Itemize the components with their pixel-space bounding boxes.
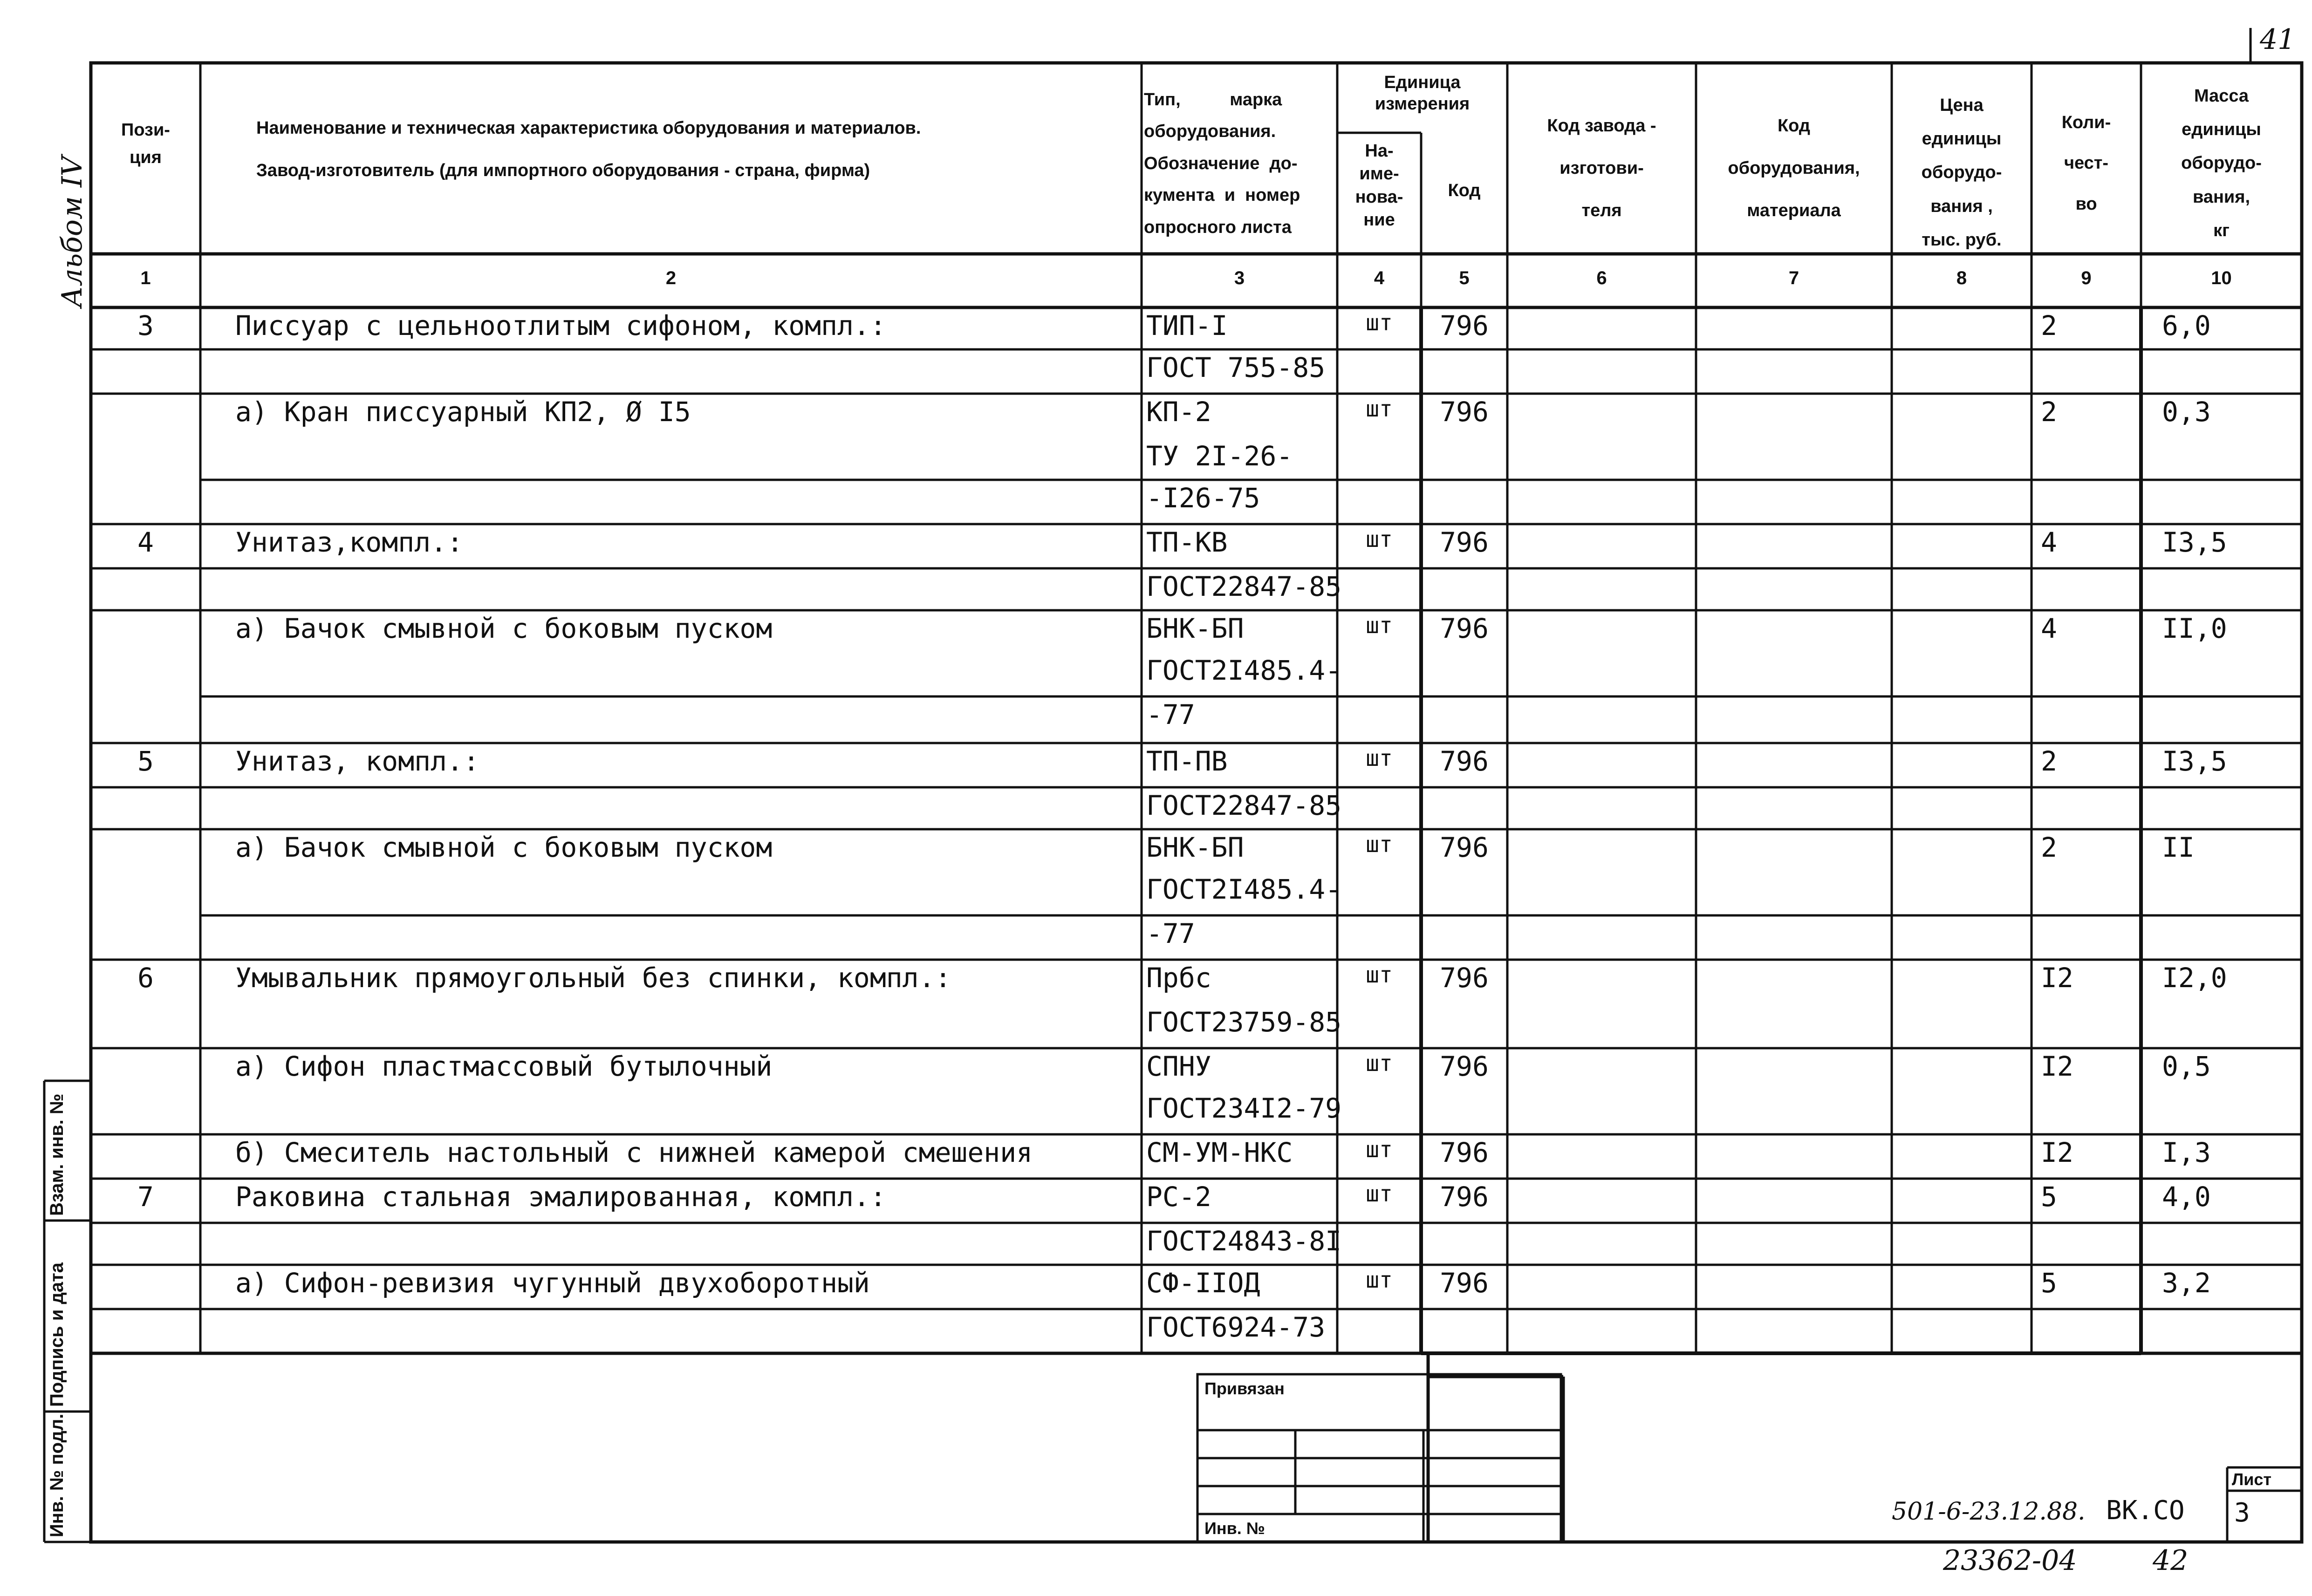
colnum-6: 6 bbox=[1596, 268, 1607, 288]
cell-position: 6 bbox=[137, 962, 154, 994]
cell-quantity: I2 bbox=[2041, 1050, 2073, 1082]
cell-mass: I,3 bbox=[2162, 1137, 2211, 1168]
cell-quantity: 4 bbox=[2041, 613, 2057, 644]
cell-mass: I3,5 bbox=[2162, 745, 2227, 777]
cell-position: 7 bbox=[137, 1181, 154, 1213]
cell-name: Унитаз,компл.: bbox=[235, 526, 463, 558]
cell-type: ГОСТ234I2-79 bbox=[1146, 1092, 1342, 1124]
cell-unit: шт bbox=[1366, 962, 1393, 988]
cell-quantity: 2 bbox=[2041, 745, 2057, 777]
side-label-signature-date: Подпись и дата bbox=[47, 1262, 67, 1407]
colnum-2: 2 bbox=[665, 268, 677, 288]
cell-mass: 0,3 bbox=[2162, 396, 2211, 428]
cell-unit: шт bbox=[1366, 1267, 1393, 1293]
colnum-5: 5 bbox=[1459, 268, 1470, 288]
cell-position: 3 bbox=[137, 310, 154, 341]
cell-quantity: 5 bbox=[2041, 1267, 2057, 1299]
cell-type: ГОСТ22847-85 bbox=[1146, 571, 1342, 602]
document-mark: ВК.СО bbox=[2106, 1495, 2185, 1526]
cell-mass: 0,5 bbox=[2162, 1050, 2211, 1082]
cell-unit: шт bbox=[1366, 745, 1393, 771]
cell-unit: шт bbox=[1366, 310, 1393, 336]
cell-name: а) Бачок смывной с боковым пуском bbox=[235, 613, 773, 644]
cell-code: 796 bbox=[1440, 1267, 1489, 1299]
side-label-replace-inv: Взам. инв. № bbox=[47, 1093, 67, 1216]
cell-type: ГОСТ24843-8I bbox=[1146, 1225, 1342, 1257]
cell-type: ГОСТ22847-85 bbox=[1146, 790, 1342, 821]
header-col1: Пози- ция bbox=[121, 120, 170, 167]
cell-type: БНК-БП bbox=[1146, 832, 1244, 863]
header-col4: На- име- нова- ние bbox=[1355, 141, 1403, 230]
document-code: 501-6-23.12.88. bbox=[1892, 1498, 2086, 1526]
cell-type: ТУ 2I-26- bbox=[1146, 440, 1293, 472]
cell-mass: I3,5 bbox=[2162, 526, 2227, 558]
side-label-original-inv: Инв. № подл. bbox=[47, 1413, 67, 1537]
cell-type: ГОСТ2I485.4- bbox=[1146, 655, 1342, 686]
cell-quantity: I2 bbox=[2041, 962, 2073, 994]
cell-mass: 4,0 bbox=[2162, 1181, 2211, 1213]
archive-page: 42 bbox=[2153, 1544, 2189, 1577]
cell-name: а) Сифон пластмассовый бутылочный bbox=[235, 1050, 773, 1082]
archive-number: 23362-04 bbox=[1943, 1544, 2077, 1577]
colnum-4: 4 bbox=[1374, 268, 1385, 288]
cell-code: 796 bbox=[1440, 310, 1489, 341]
cell-code: 796 bbox=[1440, 613, 1489, 644]
cell-code: 796 bbox=[1440, 526, 1489, 558]
cell-name: а) Бачок смывной с боковым пуском bbox=[235, 832, 773, 863]
cell-code: 796 bbox=[1440, 396, 1489, 428]
cell-code: 796 bbox=[1440, 1137, 1489, 1168]
header-col7: Код оборудования, материала bbox=[1728, 116, 1860, 221]
cell-code: 796 bbox=[1440, 832, 1489, 863]
header-col9: Коли- чест- во bbox=[2061, 113, 2111, 214]
cell-type: ТИП-I bbox=[1146, 310, 1228, 341]
cell-mass: 3,2 bbox=[2162, 1267, 2211, 1299]
cell-quantity: 2 bbox=[2041, 396, 2057, 428]
cell-name: Умывальник прямоугольный без спинки, компл.: bbox=[235, 962, 951, 994]
colnum-1: 1 bbox=[140, 268, 151, 288]
header-col10: Масса единицы оборудо- вания, кг bbox=[2181, 86, 2262, 240]
cell-mass: II bbox=[2162, 832, 2195, 863]
colnum-9: 9 bbox=[2081, 268, 2092, 288]
cell-quantity: I2 bbox=[2041, 1137, 2073, 1168]
header-col8: Цена единицы оборудо- вания , тыс. руб. bbox=[1921, 95, 2002, 250]
cell-type: СМ-УМ-НКС bbox=[1146, 1137, 1293, 1168]
colnum-10: 10 bbox=[2211, 268, 2232, 288]
stamp-inv-no: Инв. № bbox=[1204, 1519, 1265, 1538]
cell-type: ГОСТ2I485.4- bbox=[1146, 873, 1342, 905]
header-col2: Наименование и техническая характеристика оборудования и материалов. Завод-изготовитель (для импортного оборудования - страна, фирма) bbox=[256, 118, 921, 181]
sheet-number: 3 bbox=[2234, 1498, 2250, 1528]
cell-unit: шт bbox=[1366, 613, 1393, 639]
header-unit-group: Единица измерения bbox=[1375, 73, 1470, 114]
cell-code: 796 bbox=[1440, 962, 1489, 994]
cell-type: БНК-БП bbox=[1146, 613, 1244, 644]
header-col6: Код завода - изготови- теля bbox=[1547, 116, 1656, 221]
cell-name: Раковина стальная эмалированная, компл.: bbox=[235, 1181, 886, 1213]
cell-type: Прбс bbox=[1146, 962, 1211, 994]
cell-type: ГОСТ 755-85 bbox=[1146, 352, 1326, 383]
stamp-privyazan: Привязан bbox=[1204, 1379, 1285, 1398]
cell-mass: II,0 bbox=[2162, 613, 2227, 644]
cell-unit: шт bbox=[1366, 1050, 1393, 1077]
cell-name: б) Смеситель настольный с нижней камерой смешения bbox=[235, 1137, 1033, 1168]
header-col5: Код bbox=[1448, 181, 1481, 200]
sheet-label: Лист bbox=[2232, 1470, 2272, 1489]
cell-code: 796 bbox=[1440, 1050, 1489, 1082]
cell-code: 796 bbox=[1440, 745, 1489, 777]
colnum-8: 8 bbox=[1956, 268, 1967, 288]
cell-name: Унитаз, компл.: bbox=[235, 745, 479, 777]
cell-name: а) Кран писсуарный КП2, Ø I5 bbox=[235, 396, 691, 428]
header-col3: Тип, марка оборудования. Обозначение до- кумента и номер опросного листа bbox=[1144, 90, 1300, 237]
colnum-7: 7 bbox=[1788, 268, 1799, 288]
cell-type: КП-2 bbox=[1146, 396, 1211, 428]
cell-unit: шт bbox=[1366, 396, 1393, 422]
cell-quantity: 4 bbox=[2041, 526, 2057, 558]
cell-mass: I2,0 bbox=[2162, 962, 2227, 994]
cell-type: -77 bbox=[1146, 699, 1195, 730]
cell-type: РС-2 bbox=[1146, 1181, 1211, 1213]
cell-unit: шт bbox=[1366, 1137, 1393, 1163]
cell-name: Писсуар с цельноотлитым сифоном, компл.: bbox=[235, 310, 886, 341]
cell-quantity: 5 bbox=[2041, 1181, 2057, 1213]
cell-code: 796 bbox=[1440, 1181, 1489, 1213]
cell-type: СФ-IIОД bbox=[1146, 1267, 1260, 1299]
album-label: Альбом IV bbox=[56, 156, 89, 307]
cell-type: СПНУ bbox=[1146, 1050, 1211, 1082]
cell-position: 5 bbox=[137, 745, 154, 777]
colnum-3: 3 bbox=[1234, 268, 1245, 288]
sheet-corner-number: 41 bbox=[2260, 23, 2296, 56]
cell-name: а) Сифон-ревизия чугунный двухоборотный bbox=[235, 1267, 870, 1299]
cell-type: ГОСТ6924-73 bbox=[1146, 1311, 1326, 1343]
cell-type: -I26-75 bbox=[1146, 482, 1260, 514]
cell-quantity: 2 bbox=[2041, 310, 2057, 341]
cell-quantity: 2 bbox=[2041, 832, 2057, 863]
cell-mass: 6,0 bbox=[2162, 310, 2211, 341]
cell-unit: шт bbox=[1366, 832, 1393, 858]
cell-type: ТП-ПВ bbox=[1146, 745, 1228, 777]
cell-type: ТП-КВ bbox=[1146, 526, 1228, 558]
cell-unit: шт bbox=[1366, 1181, 1393, 1207]
cell-position: 4 bbox=[137, 526, 154, 558]
cell-type: -77 bbox=[1146, 918, 1195, 949]
cell-unit: шт bbox=[1366, 526, 1393, 552]
cell-type: ГОСТ23759-85 bbox=[1146, 1006, 1342, 1038]
